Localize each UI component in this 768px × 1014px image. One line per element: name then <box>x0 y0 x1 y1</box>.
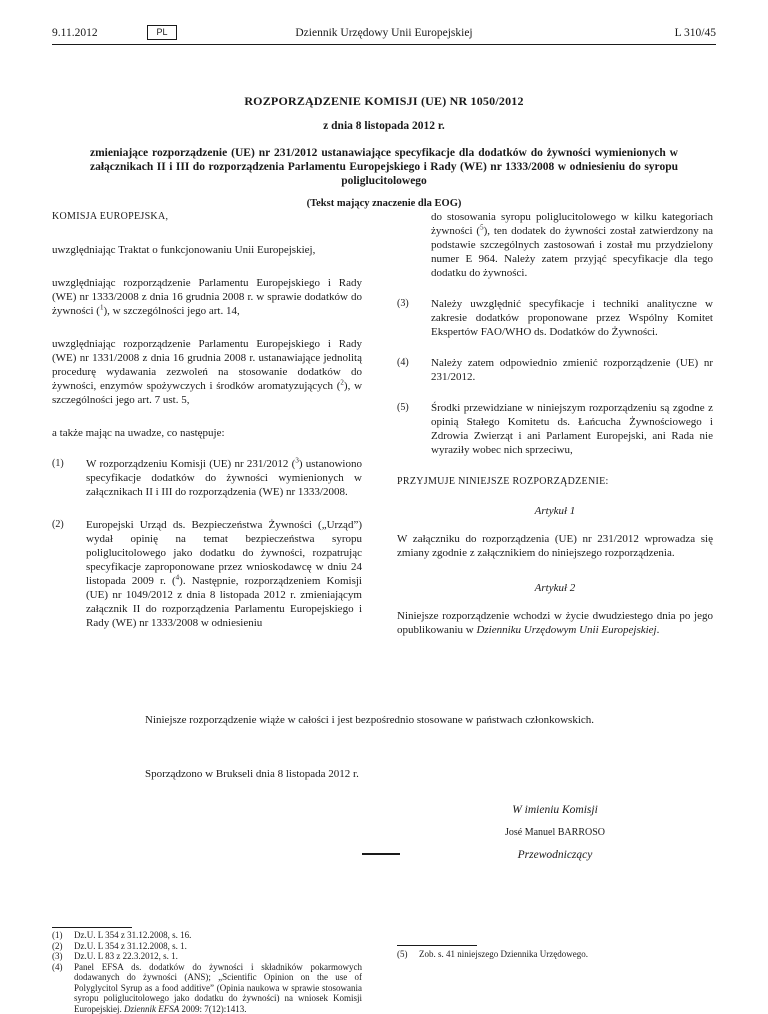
footnote-rule-right <box>397 945 477 946</box>
footnote-ref-1[interactable]: 1 <box>100 303 104 311</box>
footnote-ref-3[interactable]: 3 <box>295 456 299 464</box>
left-column <box>52 210 362 630</box>
end-separator <box>362 853 400 855</box>
language-badge: PL <box>147 25 177 40</box>
binding-clause: Niniejsze rozporządzenie wiąże w całości i jest bezpośrednio stosowane w państwach członkowskich. <box>145 713 715 727</box>
header-rule <box>52 44 716 45</box>
footnotes-left <box>52 930 362 1014</box>
title-block <box>90 94 678 211</box>
footnote-5: (5) Zob. s. 41 niniejszego Dziennika Urzędowego. <box>397 949 713 960</box>
footnote-2: (2) Dz.U. L 354 z 31.12.2008, s. 1. <box>52 941 362 952</box>
recital-2: (2) Europejski Urząd ds. Bezpieczeństwa Żywności („Urząd”) wydał opinię na temat bezpieczeństwa syropu poliglucitolowego jako dodatku do żywności, rozpatrując specyfikacje zaproponowane przez wnioskodawcę w dniu 24 listopada 2009 r. ($^4$). Następnie, rozporządzeniem Komisji (UE) nr 1049/2012 z dnia 8 listopada 2012 r. zmieniającym załącznik II do rozporządzenia Parlamentu Europejskiego i Rady (WE) nr 1333/2008 w odniesieniu <box>52 518 362 630</box>
recital-number: (2) <box>52 518 64 532</box>
recital-number: (5) <box>397 401 409 415</box>
on-behalf: W imieniu Komisji <box>397 803 713 817</box>
recital-number: (4) <box>397 356 409 370</box>
recital-1: (1) W rozporządzeniu Komisji (UE) nr 231/2012 ($^3$) ustanowiono specyfikacje dodatków do żywności wymienionych w załącznikach II i III do rozporządzenia (WE) nr 1333/2008. <box>52 457 362 499</box>
footnote-3: (3) Dz.U. L 83 z 22.3.2012, s. 1. <box>52 951 362 962</box>
regulation-subject: zmieniające rozporządzenie (UE) nr 231/2012 ustanawiające specyfikacje dla dodatków do żywności wymienionych w załącznikach II i III do rozporządzenia Parlamentu Europejskiego i Rady (WE) nr 1333/2008 w odniesieniu do syropu poliglucitolowego <box>90 146 678 188</box>
footnote-ref-4[interactable]: 4 <box>176 573 180 581</box>
recital-3: (3) Należy uwzględnić specyfikacje i techniki analityczne w zakresie dodatków proponowane przez Wspólny Komitet Ekspertów FAO/WHO ds. Dodatków do Żywności. <box>397 297 713 339</box>
header-date: 9.11.2012 <box>52 27 98 39</box>
article-1-text: W załączniku do rozporządzenia (UE) nr 231/2012 wprowadza się zmiany zgodnie z załącznikiem do niniejszego rozporządzenia. <box>397 532 713 560</box>
journal-name: Dziennik Urzędowy Unii Europejskiej <box>52 27 716 39</box>
issue-number: L 310/45 <box>675 27 716 39</box>
preamble-treaty: uwzględniając Traktat o funkcjonowaniu Unii Europejskiej, <box>52 243 362 257</box>
recital-5: (5) Środki przewidziane w niniejszym rozporządzeniu są zgodne z opinią Stałego Komitetu ds. Łańcucha Żywnościowego i Zdrowia Zwierząt i ani Parlament Europejski, ani Rada nie wyraziły wobec nich sprzeciwu, <box>397 401 713 457</box>
page-header <box>52 25 716 43</box>
recital-2-continued: do stosowania syropu poliglucitolowego w kilku kategoriach żywności ($^5$), ten dodatek do żywności został zatwierdzony na podstawie szczególnych zastosowań i został mu przydzielony numer E 964. Należy zatem przyjąć specyfikacje dla tego dodatku do żywności. <box>397 210 713 280</box>
footnote-1: (1) Dz.U. L 354 z 31.12.2008, s. 16. <box>52 930 362 941</box>
right-column <box>397 210 713 637</box>
recital-number: (3) <box>397 297 409 311</box>
preamble-whereas: a także mając na uwadze, co następuje: <box>52 426 362 440</box>
eea-relevance: (Tekst mający znaczenie dla EOG) <box>90 197 678 211</box>
footnote-4: (4) Panel EFSA ds. dodatków do żywności i składników pokarmowych dodawanych do żywności (ANS); „Scientific Opinion on the use of Polyglycitol Syrup as a food additive” (Opinia naukowa w sprawie stosowania syropu poliglucitolowego jako dodatku do żywności) na wniosek Komisji Europejskiej. Dziennik EFSA 2009: 7(12):1413. <box>52 962 362 1014</box>
footnote-rule-left <box>52 927 132 928</box>
footnote-ref-2[interactable]: 2 <box>340 378 344 386</box>
preamble-reg-1333: uwzględniając rozporządzenie Parlamentu Europejskiego i Rady (WE) nr 1333/2008 z dnia 16 grudnia 2008 r. w sprawie dodatków do żywności ($^1$), w szczególności jego art. 14, <box>52 276 362 318</box>
signatory-name: José Manuel BARROSO <box>397 826 713 840</box>
regulation-date: z dnia 8 listopada 2012 r. <box>90 119 678 133</box>
regulation-title: ROZPORZĄDZENIE KOMISJI (UE) NR 1050/2012 <box>90 94 678 108</box>
footnote-ref-5[interactable]: 5 <box>480 223 484 231</box>
article-2-text: Niniejsze rozporządzenie wchodzi w życie dwudziestego dnia po jego opublikowaniu w Dzienniku Urzędowym Unii Europejskiej. <box>397 609 713 637</box>
signature-block <box>397 803 713 862</box>
preamble-reg-1331: uwzględniając rozporządzenie Parlamentu Europejskiego i Rady (WE) nr 1331/2008 z dnia 16 grudnia 2008 r. ustanawiające jednolitą procedurę wydawania zezwoleń na stosowanie dodatków do żywności, enzymów spożywczych i środków aromatyzujących ($^2$), w szczególności jego art. 7 ust. 5, <box>52 337 362 407</box>
signatory-role: Przewodniczący <box>397 848 713 862</box>
footnotes-right <box>397 949 713 960</box>
article-2-title: Artykuł 2 <box>397 581 713 595</box>
article-1-title: Artykuł 1 <box>397 504 713 518</box>
commission-label: KOMISJA EUROPEJSKA, <box>52 210 362 224</box>
done-at: Sporządzono w Brukseli dnia 8 listopada 2012 r. <box>145 767 715 781</box>
recital-4: (4) Należy zatem odpowiednio zmienić rozporządzenie (UE) nr 231/2012. <box>397 356 713 384</box>
recital-number: (1) <box>52 457 64 471</box>
adopts-statement: PRZYJMUJE NINIEJSZE ROZPORZĄDZENIE: <box>397 475 713 489</box>
